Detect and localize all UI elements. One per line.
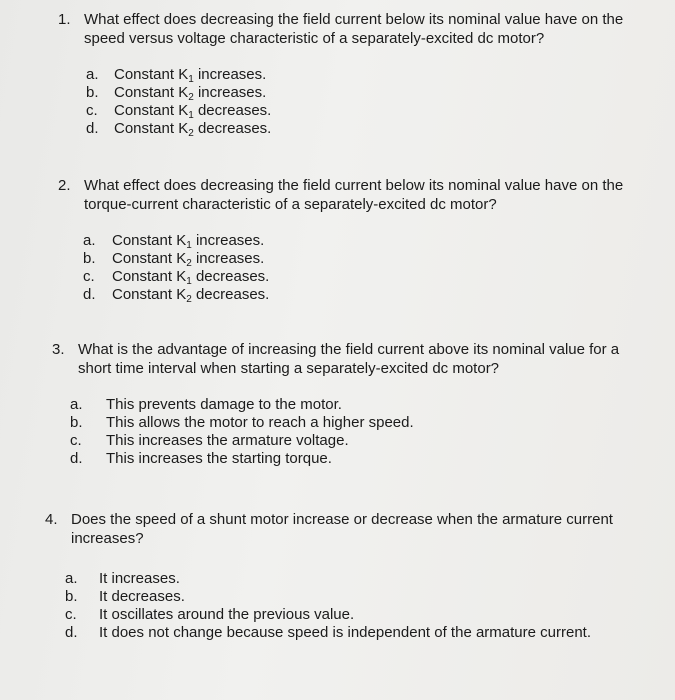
- option-d: [83, 286, 638, 304]
- option-text: This allows the motor to reach a higher speed.: [106, 414, 414, 431]
- option-text: It oscillates around the previous value.: [99, 606, 355, 623]
- question-3: [52, 340, 642, 468]
- option-d: [86, 120, 638, 138]
- option-text: Constant $K_2$ decreases.: [114, 120, 272, 139]
- option-text: Constant $K_2$ decreases.: [112, 286, 270, 305]
- option-text: It increases.: [99, 570, 180, 587]
- question-stem: [58, 176, 638, 214]
- option-letter: c.: [83, 268, 95, 285]
- option-c: [83, 268, 638, 286]
- option-letter: d.: [83, 286, 96, 303]
- option-d: [70, 450, 642, 468]
- question-stem: [45, 510, 655, 548]
- option-text: This prevents damage to the motor.: [106, 396, 342, 413]
- option-a: [86, 66, 638, 84]
- question-number: 4.: [45, 511, 58, 528]
- question-text: What is the advantage of increasing the field current above its nominal value for a short time interval when starting a separately-excited dc motor?: [78, 341, 620, 377]
- option-text: Constant $K_1$ decreases.: [114, 102, 272, 121]
- option-text: This increases the armature voltage.: [106, 432, 349, 449]
- option-b: [65, 588, 655, 606]
- option-text: Constant $K_1$ decreases.: [112, 268, 270, 287]
- option-letter: b.: [86, 84, 99, 101]
- option-text: It does not change because speed is independent of the armature current.: [99, 624, 591, 641]
- option-list: [58, 232, 638, 304]
- option-list: [45, 570, 655, 642]
- option-letter: d.: [70, 450, 83, 467]
- question-text: Does the speed of a shunt motor increase or decrease when the armature current increases?: [71, 511, 613, 547]
- question-number: 3.: [52, 341, 65, 358]
- option-text: This increases the starting torque.: [106, 450, 332, 467]
- option-list: [58, 66, 638, 138]
- question-stem: [58, 10, 638, 48]
- option-text: It decreases.: [99, 588, 185, 605]
- option-c: [70, 432, 642, 450]
- option-c: [86, 102, 638, 120]
- option-letter: d.: [65, 624, 78, 641]
- option-text: Constant $K_1$ increases.: [112, 232, 265, 251]
- question-2: [58, 176, 638, 304]
- option-letter: c.: [86, 102, 98, 119]
- option-letter: c.: [70, 432, 82, 449]
- option-letter: a.: [70, 396, 83, 413]
- question-text: What effect does decreasing the field current below its nominal value have on the speed versus voltage characteristic of a separately-excited dc motor?: [84, 11, 624, 47]
- question-text: What effect does decreasing the field current below its nominal value have on the torque-current characteristic of a separately-excited dc motor?: [84, 177, 624, 213]
- question-number: 1.: [58, 11, 71, 28]
- option-a: [83, 232, 638, 250]
- option-b: [83, 250, 638, 268]
- question-1: [58, 10, 638, 138]
- option-letter: a.: [83, 232, 96, 249]
- option-text: Constant $K_2$ increases.: [112, 250, 265, 269]
- option-letter: a.: [65, 570, 78, 587]
- option-a: [65, 570, 655, 588]
- option-a: [70, 396, 642, 414]
- option-letter: b.: [83, 250, 96, 267]
- option-text: Constant $K_2$ increases.: [114, 84, 267, 103]
- option-letter: b.: [70, 414, 83, 431]
- option-letter: b.: [65, 588, 78, 605]
- question-number: 2.: [58, 177, 71, 194]
- option-b: [86, 84, 638, 102]
- question-4: [45, 510, 655, 642]
- option-letter: c.: [65, 606, 77, 623]
- option-text: Constant $K_1$ increases.: [114, 66, 267, 85]
- option-list: [52, 396, 642, 468]
- option-letter: a.: [86, 66, 99, 83]
- option-b: [70, 414, 642, 432]
- option-letter: d.: [86, 120, 99, 137]
- question-stem: [52, 340, 642, 378]
- option-c: [65, 606, 655, 624]
- option-d: [65, 624, 655, 642]
